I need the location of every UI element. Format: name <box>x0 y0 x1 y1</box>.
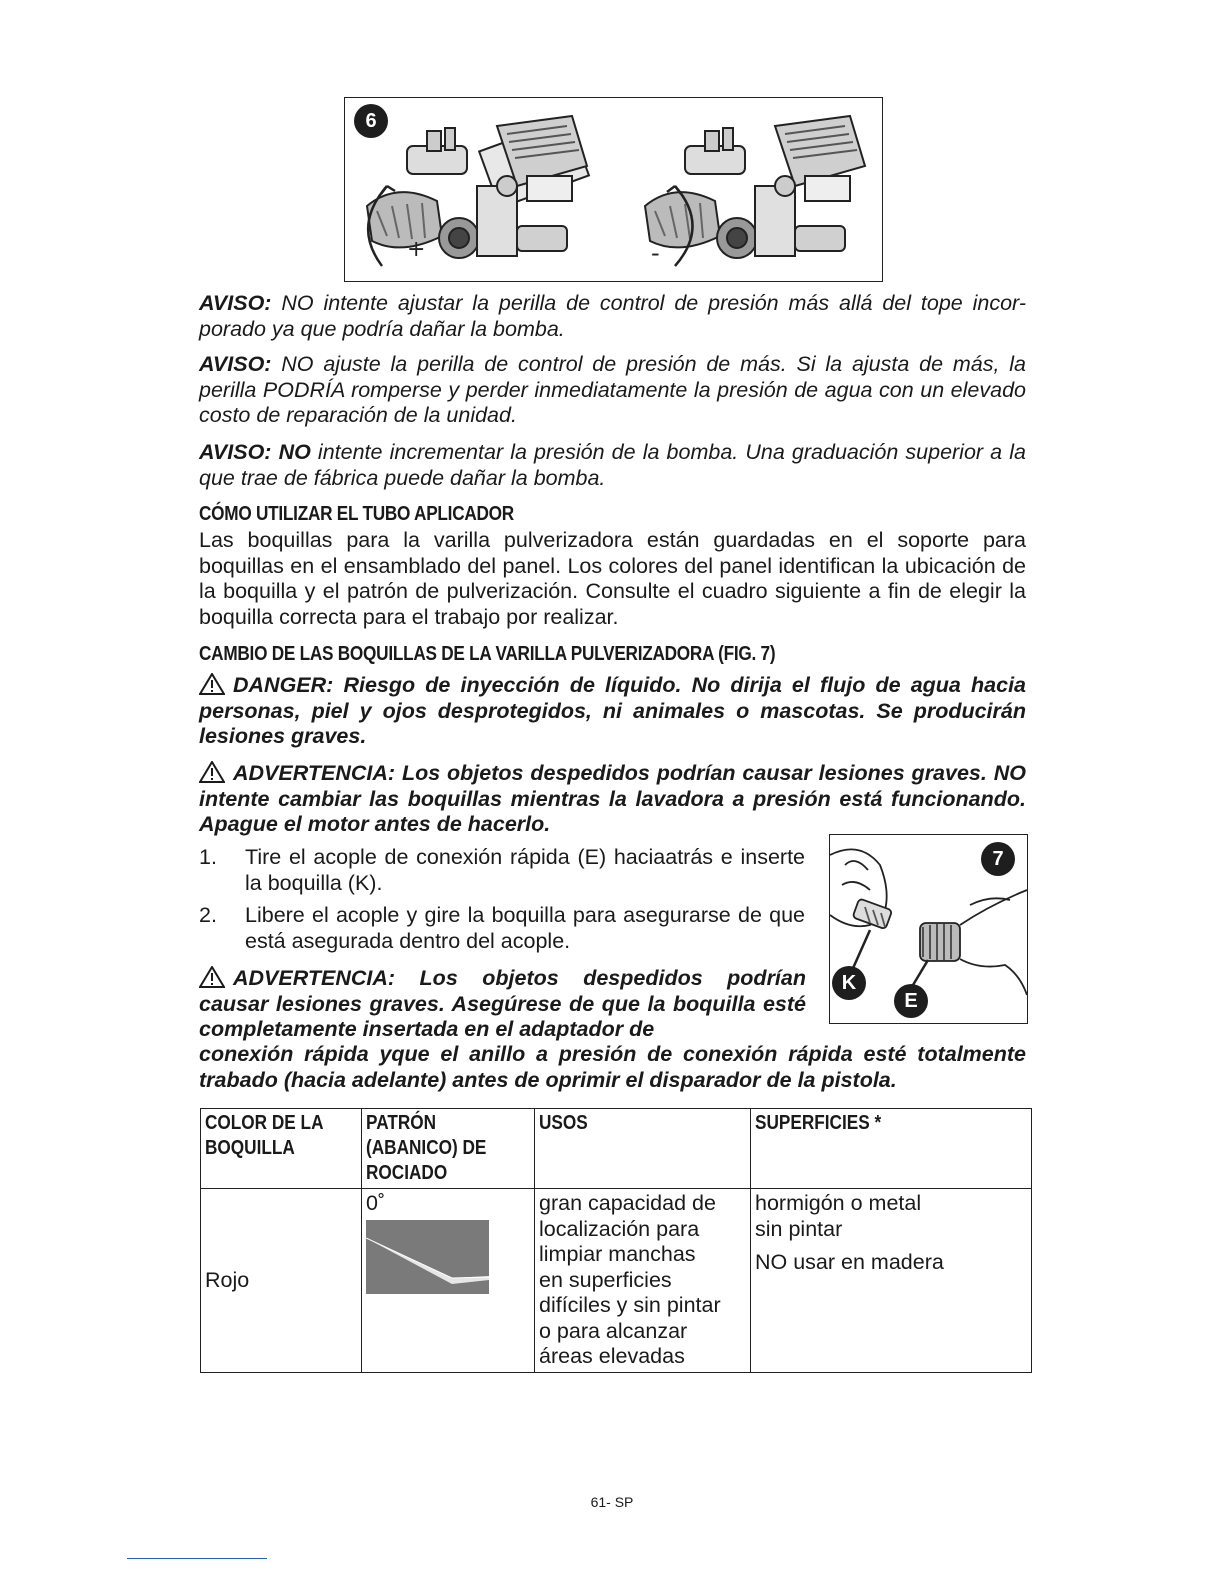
figure-6 <box>344 97 883 282</box>
figure-7 <box>829 834 1028 1024</box>
aviso-2-text: NO ajuste la perilla de control de presión de más. Si la ajusta de más, la perilla PODRÍA romperse y perder inmediatamente la presión de agua con un elevado costo de reparación de la unidad. <box>199 352 1026 427</box>
aviso-1 <box>199 291 1026 342</box>
step-1 <box>199 844 807 896</box>
header-uses: USOS <box>535 1109 751 1189</box>
pump-illustration-right <box>635 106 875 276</box>
pattern-angle: 0˚ <box>366 1191 386 1215</box>
warning-triangle-icon <box>199 761 225 783</box>
step-2 <box>199 902 807 954</box>
table-row <box>201 1189 1032 1373</box>
header-surfaces: SUPERFICIES * <box>751 1109 1032 1189</box>
page-number: 61- SP <box>590 1494 634 1510</box>
aviso-1-text: NO intente ajustar la perilla de control de presión más allá del tope incor-porado ya que podría dañar la bomba. <box>199 291 1026 341</box>
section-applicator-text: Las boquillas para la varilla pulverizadora están guardadas en el soporte para boquillas en el ensamblado del panel. Los colores del panel identifican la ubicación de la boquilla y el patrón de pulverización. Consulte el cuadro siguiente a fin de elegir la boquilla correcta para el trabajo por realizar. <box>199 528 1026 629</box>
step-2-text: Libere el acople y gire la boquilla para asegurarse de que está asegurada dentro del acople. <box>245 903 805 953</box>
aviso-1-label: AVISO: <box>199 291 272 315</box>
minus-sign: - <box>651 239 660 267</box>
surfaces-note: NO usar en madera <box>755 1250 944 1274</box>
label-k-badge: K <box>832 966 866 1000</box>
table-header-row <box>201 1109 1032 1189</box>
aviso-3 <box>199 440 1026 491</box>
step-1-number: 1. <box>199 845 217 869</box>
header-nozzle-color: COLOR DE LA BOQUILLA <box>201 1109 362 1189</box>
aviso-3-label: AVISO: NO <box>199 440 311 464</box>
warning-2a-text: ADVERTENCIA: Los objetos despedidos podrían causar lesiones graves. Asegúrese de que la boquilla esté completamente insertada en el adaptador de <box>199 966 806 1041</box>
figure-6-badge: 6 <box>354 104 388 138</box>
warning-paragraph-1 <box>199 761 1026 838</box>
section-heading-nozzle-change: CAMBIO DE LAS BOQUILLAS DE LA VARILLA PULVERIZADORA (FIG. 7) <box>199 643 776 665</box>
cell-pattern <box>362 1189 535 1373</box>
aviso-2-label: AVISO: <box>199 352 272 376</box>
footer-divider <box>127 1558 267 1559</box>
label-e-badge: E <box>894 984 928 1018</box>
warning-paragraph-2b: conexión rápida yque el anillo a presión de conexión rápida esté totalmente trabado (hacia adelante) antes de oprimir el disparador de la pistola. <box>199 1042 1026 1092</box>
aviso-2 <box>199 352 1026 429</box>
color-value: Rojo <box>205 1267 250 1292</box>
danger-text: DANGER: Riesgo de inyección de líquido. No dirija el flujo de agua hacia personas, piel y ojos desprotegidos, ni animales o mascotas. Se producirán lesiones graves. <box>199 673 1026 748</box>
plus-sign: + <box>407 237 426 262</box>
header-spray-pattern: PATRÓN (ABANICO) DE ROCIADO <box>362 1109 535 1189</box>
warning-triangle-icon <box>199 966 225 988</box>
aviso-3-text: intente incrementar la presión de la bomba. Una graduación superior a la que trae de fábrica puede dañar la bomba. <box>199 440 1026 490</box>
step-1-text: Tire el acople de conexión rápida (E) haciaatrás e inserte la boquilla (K). <box>245 845 805 895</box>
danger-paragraph <box>199 673 1026 750</box>
step-2-number: 2. <box>199 903 217 927</box>
warning-1-text: ADVERTENCIA: Los objetos despedidos podrían causar lesiones graves. NO intente cambiar las boquillas mientras la lavadora a presión está funcionando. Apague el motor antes de hacerlo. <box>199 761 1026 836</box>
spray-pattern-image <box>366 1220 489 1294</box>
cell-color <box>201 1189 362 1373</box>
figure-7-badge: 7 <box>981 842 1015 876</box>
nozzle-table <box>200 1108 1032 1373</box>
warning-paragraph-2a <box>199 966 806 1043</box>
cell-surfaces: hormigón o metal sin pintar NO usar en madera <box>751 1189 1032 1373</box>
section-heading-applicator: CÓMO UTILIZAR EL TUBO APLICADOR <box>199 503 514 525</box>
warning-triangle-icon <box>199 673 225 695</box>
cell-uses: gran capacidad de localización para limpiar manchas en superficies difíciles y sin pintar o para alcanzar áreas elevadas <box>535 1189 751 1373</box>
pump-illustration-left <box>357 106 597 276</box>
